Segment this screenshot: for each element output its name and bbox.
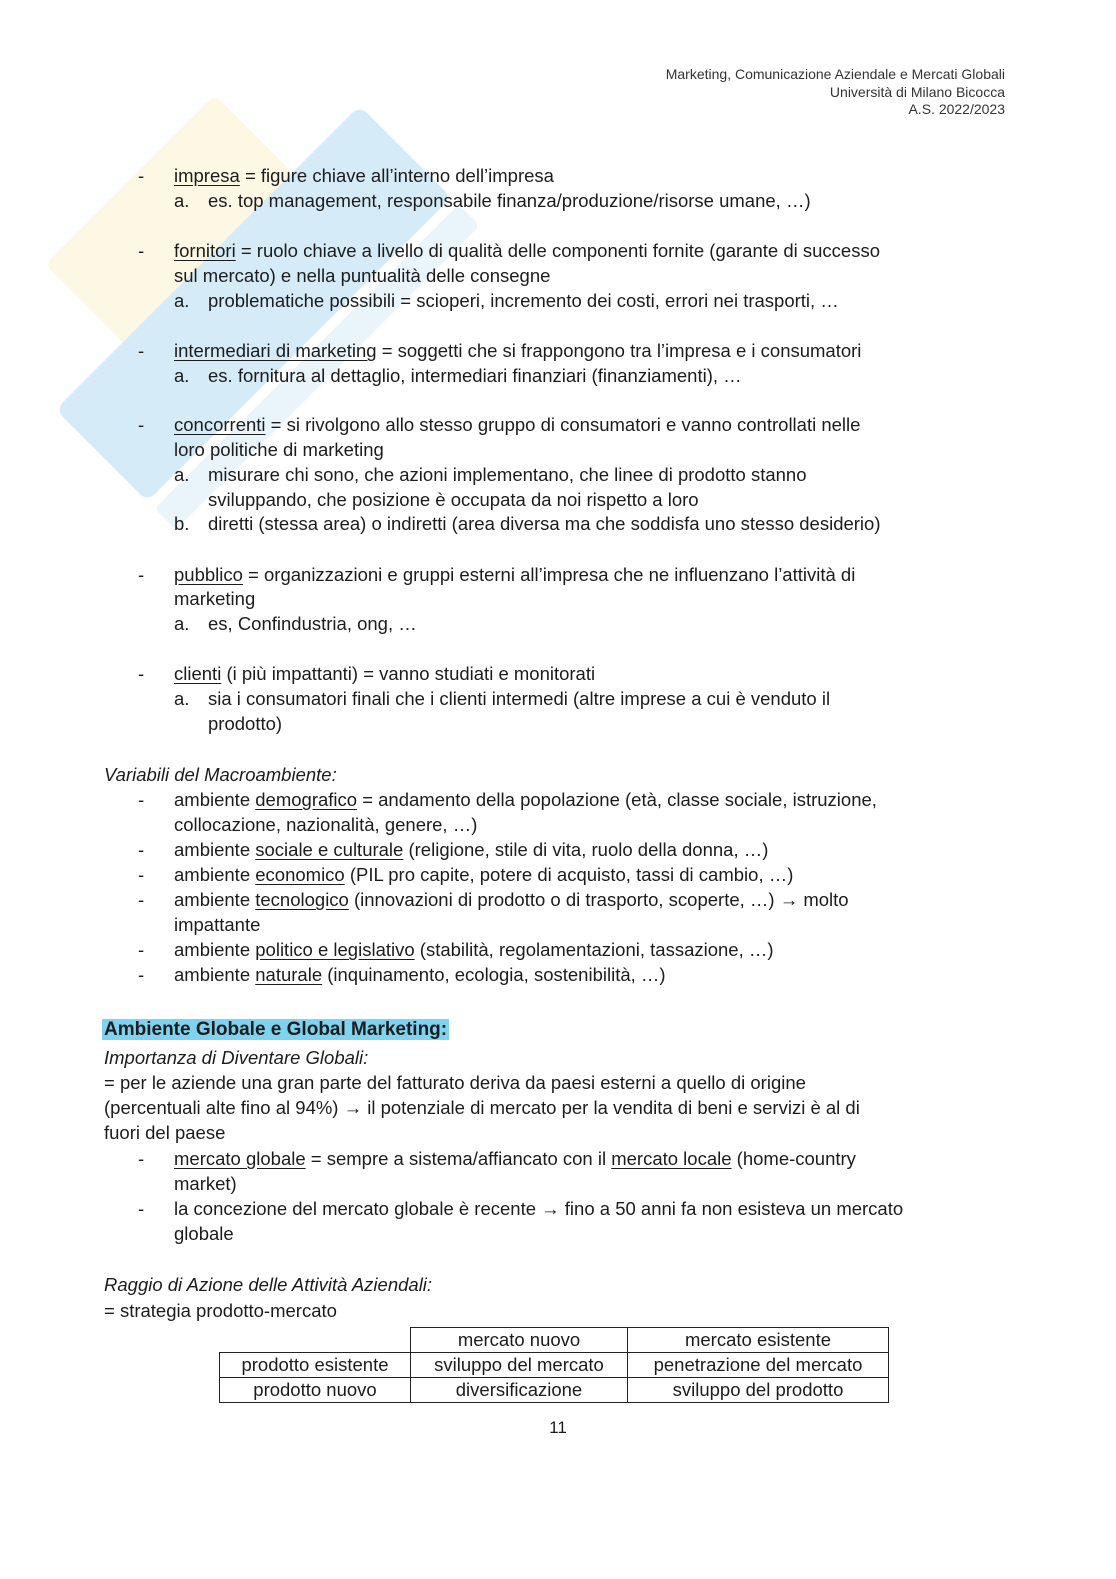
term-clienti: clienti [174, 663, 222, 684]
term-tecnologico: tecnologico [255, 889, 349, 910]
table-cell: sviluppo del prodotto [628, 1378, 889, 1403]
marker-a: a. [174, 290, 190, 311]
paragraph-line: = strategia prodotto-mercato [104, 1300, 337, 1321]
bullet-sociale: ambiente sociale e culturale (religione, stile di vita, ruolo della donna, …) [174, 839, 769, 860]
bullet-continuation: loro politiche di marketing [174, 439, 384, 460]
marker-a: a. [174, 688, 190, 709]
bullet-dash: - [138, 1198, 145, 1219]
bullet-dash: - [138, 564, 145, 585]
bullet-dash: - [138, 414, 145, 435]
bullet-continuation: marketing [174, 588, 256, 609]
bullet-dash: - [138, 789, 145, 810]
bullet-concezione: la concezione del mercato globale è recente → fino a 50 anni fa non esisteva un mercato [174, 1198, 904, 1219]
term-pubblico: pubblico [174, 564, 243, 585]
bullet-impresa: impresa = figure chiave all’interno dell’impresa [174, 165, 554, 186]
table-header-cell: mercato nuovo [411, 1328, 628, 1353]
sub-item: es. fornitura al dettaglio, intermediari finanziari (finanziamenti), … [208, 365, 742, 386]
marker-a: a. [174, 365, 190, 386]
term-mercato-locale: mercato locale [611, 1148, 732, 1169]
bullet-intermediari: intermediari di marketing = soggetti che si frappongono tra l’impresa e i consumatori [174, 340, 862, 361]
term-demografico: demografico [255, 789, 358, 810]
term-economico: economico [255, 864, 345, 885]
section-subtitle-macroambiente: Variabili del Macroambiente: [104, 764, 337, 785]
bullet-dash: - [138, 165, 145, 186]
bullet-continuation: sul mercato) e nella puntualità delle consegne [174, 265, 551, 286]
sub-item: sia i consumatori finali che i clienti intermedi (altre imprese a cui è venduto il [208, 688, 831, 709]
sub-item: es, Confindustria, ong, … [208, 613, 417, 634]
section-subtitle-raggio: Raggio di Azione delle Attività Aziendali: [104, 1274, 433, 1295]
term-mercato-globale: mercato globale [174, 1148, 306, 1169]
term-naturale: naturale [255, 964, 323, 985]
bullet-dash: - [138, 964, 145, 985]
sub-item: misurare chi sono, che azioni implementano, che linee di prodotto stanno [208, 464, 807, 485]
table-row [220, 1378, 889, 1403]
paragraph-line: fuori del paese [104, 1122, 226, 1143]
bullet-mercato-globale: mercato globale = sempre a sistema/affiancato con il mercato locale (home-country [174, 1148, 856, 1169]
page-header [666, 66, 1005, 119]
marker-a: a. [174, 190, 190, 211]
bullet-politico: ambiente politico e legislativo (stabilità, regolamentazioni, tassazione, …) [174, 939, 774, 960]
bullet-continuation: impattante [174, 914, 261, 935]
term-fornitori: fornitori [174, 240, 236, 261]
header-year: A.S. 2022/2023 [908, 101, 1005, 117]
page-number: 11 [549, 1418, 567, 1437]
section-subtitle-globali: Importanza di Diventare Globali: [104, 1047, 369, 1068]
bullet-dash: - [138, 1148, 145, 1169]
bullet-dash: - [138, 864, 145, 885]
term-impresa: impresa [174, 165, 240, 186]
sub-item: diretti (stessa area) o indiretti (area diversa ma che soddisfa uno stesso desiderio) [208, 513, 881, 534]
marker-b: b. [174, 513, 190, 534]
bullet-concorrenti: concorrenti = si rivolgono allo stesso gruppo di consumatori e vanno controllati nelle [174, 414, 861, 435]
bullet-dash: - [138, 939, 145, 960]
arrow-right-icon: → [343, 1097, 363, 1118]
table-row [220, 1353, 889, 1378]
table-cell: penetrazione del mercato [628, 1353, 889, 1378]
bullet-economico: ambiente economico (PIL pro capite, potere di acquisto, tassi di cambio, …) [174, 864, 794, 885]
term-sociale: sociale e culturale [255, 839, 404, 860]
term-politico: politico e legislativo [255, 939, 415, 960]
term-concorrenti: concorrenti [174, 414, 266, 435]
arrow-right-icon: → [779, 889, 799, 910]
bullet-dash: - [138, 839, 145, 860]
sub-item-continuation: prodotto) [208, 713, 283, 734]
bullet-continuation: collocazione, nazionalità, genere, …) [174, 814, 478, 835]
bullet-demografico: ambiente demografico = andamento della popolazione (età, classe sociale, istruzione, [174, 789, 877, 810]
bullet-dash: - [138, 889, 145, 910]
bullet-clienti: clienti (i più impattanti) = vanno studiati e monitorati [174, 663, 596, 684]
table-corner-cell [220, 1328, 411, 1353]
table-header-row [220, 1328, 889, 1353]
bullet-naturale: ambiente naturale (inquinamento, ecologia, sostenibilità, …) [174, 964, 666, 985]
arrow-right-icon: → [541, 1198, 560, 1219]
table-header-cell: mercato esistente [628, 1328, 889, 1353]
table-cell: sviluppo del mercato [411, 1353, 628, 1378]
bullet-fornitori: fornitori = ruolo chiave a livello di qualità delle componenti fornite (garante di successo [174, 240, 880, 261]
bullet-tecnologico: ambiente tecnologico (innovazioni di prodotto o di trasporto, scoperte, …) → molto [174, 889, 849, 910]
bullet-continuation: globale [174, 1223, 234, 1244]
marker-a: a. [174, 613, 190, 634]
table-row-label: prodotto esistente [220, 1353, 411, 1378]
sub-item: problematiche possibili = scioperi, incremento dei costi, errori nei trasporti, … [208, 290, 839, 311]
bullet-pubblico: pubblico = organizzazioni e gruppi esterni all’impresa che ne influenzano l’attività di [174, 564, 856, 585]
bullet-continuation: market) [174, 1173, 237, 1194]
heading-global-marketing: Ambiente Globale e Global Marketing: [104, 1019, 448, 1040]
paragraph-line: (percentuali alte fino al 94%) → il potenziale di mercato per la vendita di beni e servizi è al di [104, 1097, 860, 1118]
bullet-dash: - [138, 340, 145, 361]
section-heading [104, 1016, 449, 1042]
table-row-label: prodotto nuovo [220, 1378, 411, 1403]
sub-item: es. top management, responsabile finanza/produzione/risorse umane, …) [208, 190, 811, 211]
term-intermediari: intermediari di marketing [174, 340, 377, 361]
bullet-dash: - [138, 663, 145, 684]
paragraph-line: = per le aziende una gran parte del fatturato deriva da paesi esterni a quello di origine [104, 1072, 806, 1093]
table-cell: diversificazione [411, 1378, 628, 1403]
product-market-matrix [219, 1327, 889, 1403]
sub-item-continuation: sviluppando, che posizione è occupata da noi rispetto a loro [208, 489, 699, 510]
marker-a: a. [174, 464, 190, 485]
header-university: Università di Milano Bicocca [829, 83, 1005, 100]
header-course: Marketing, Comunicazione Aziendale e Mercati Globali [665, 66, 1005, 82]
bullet-dash: - [138, 240, 145, 261]
